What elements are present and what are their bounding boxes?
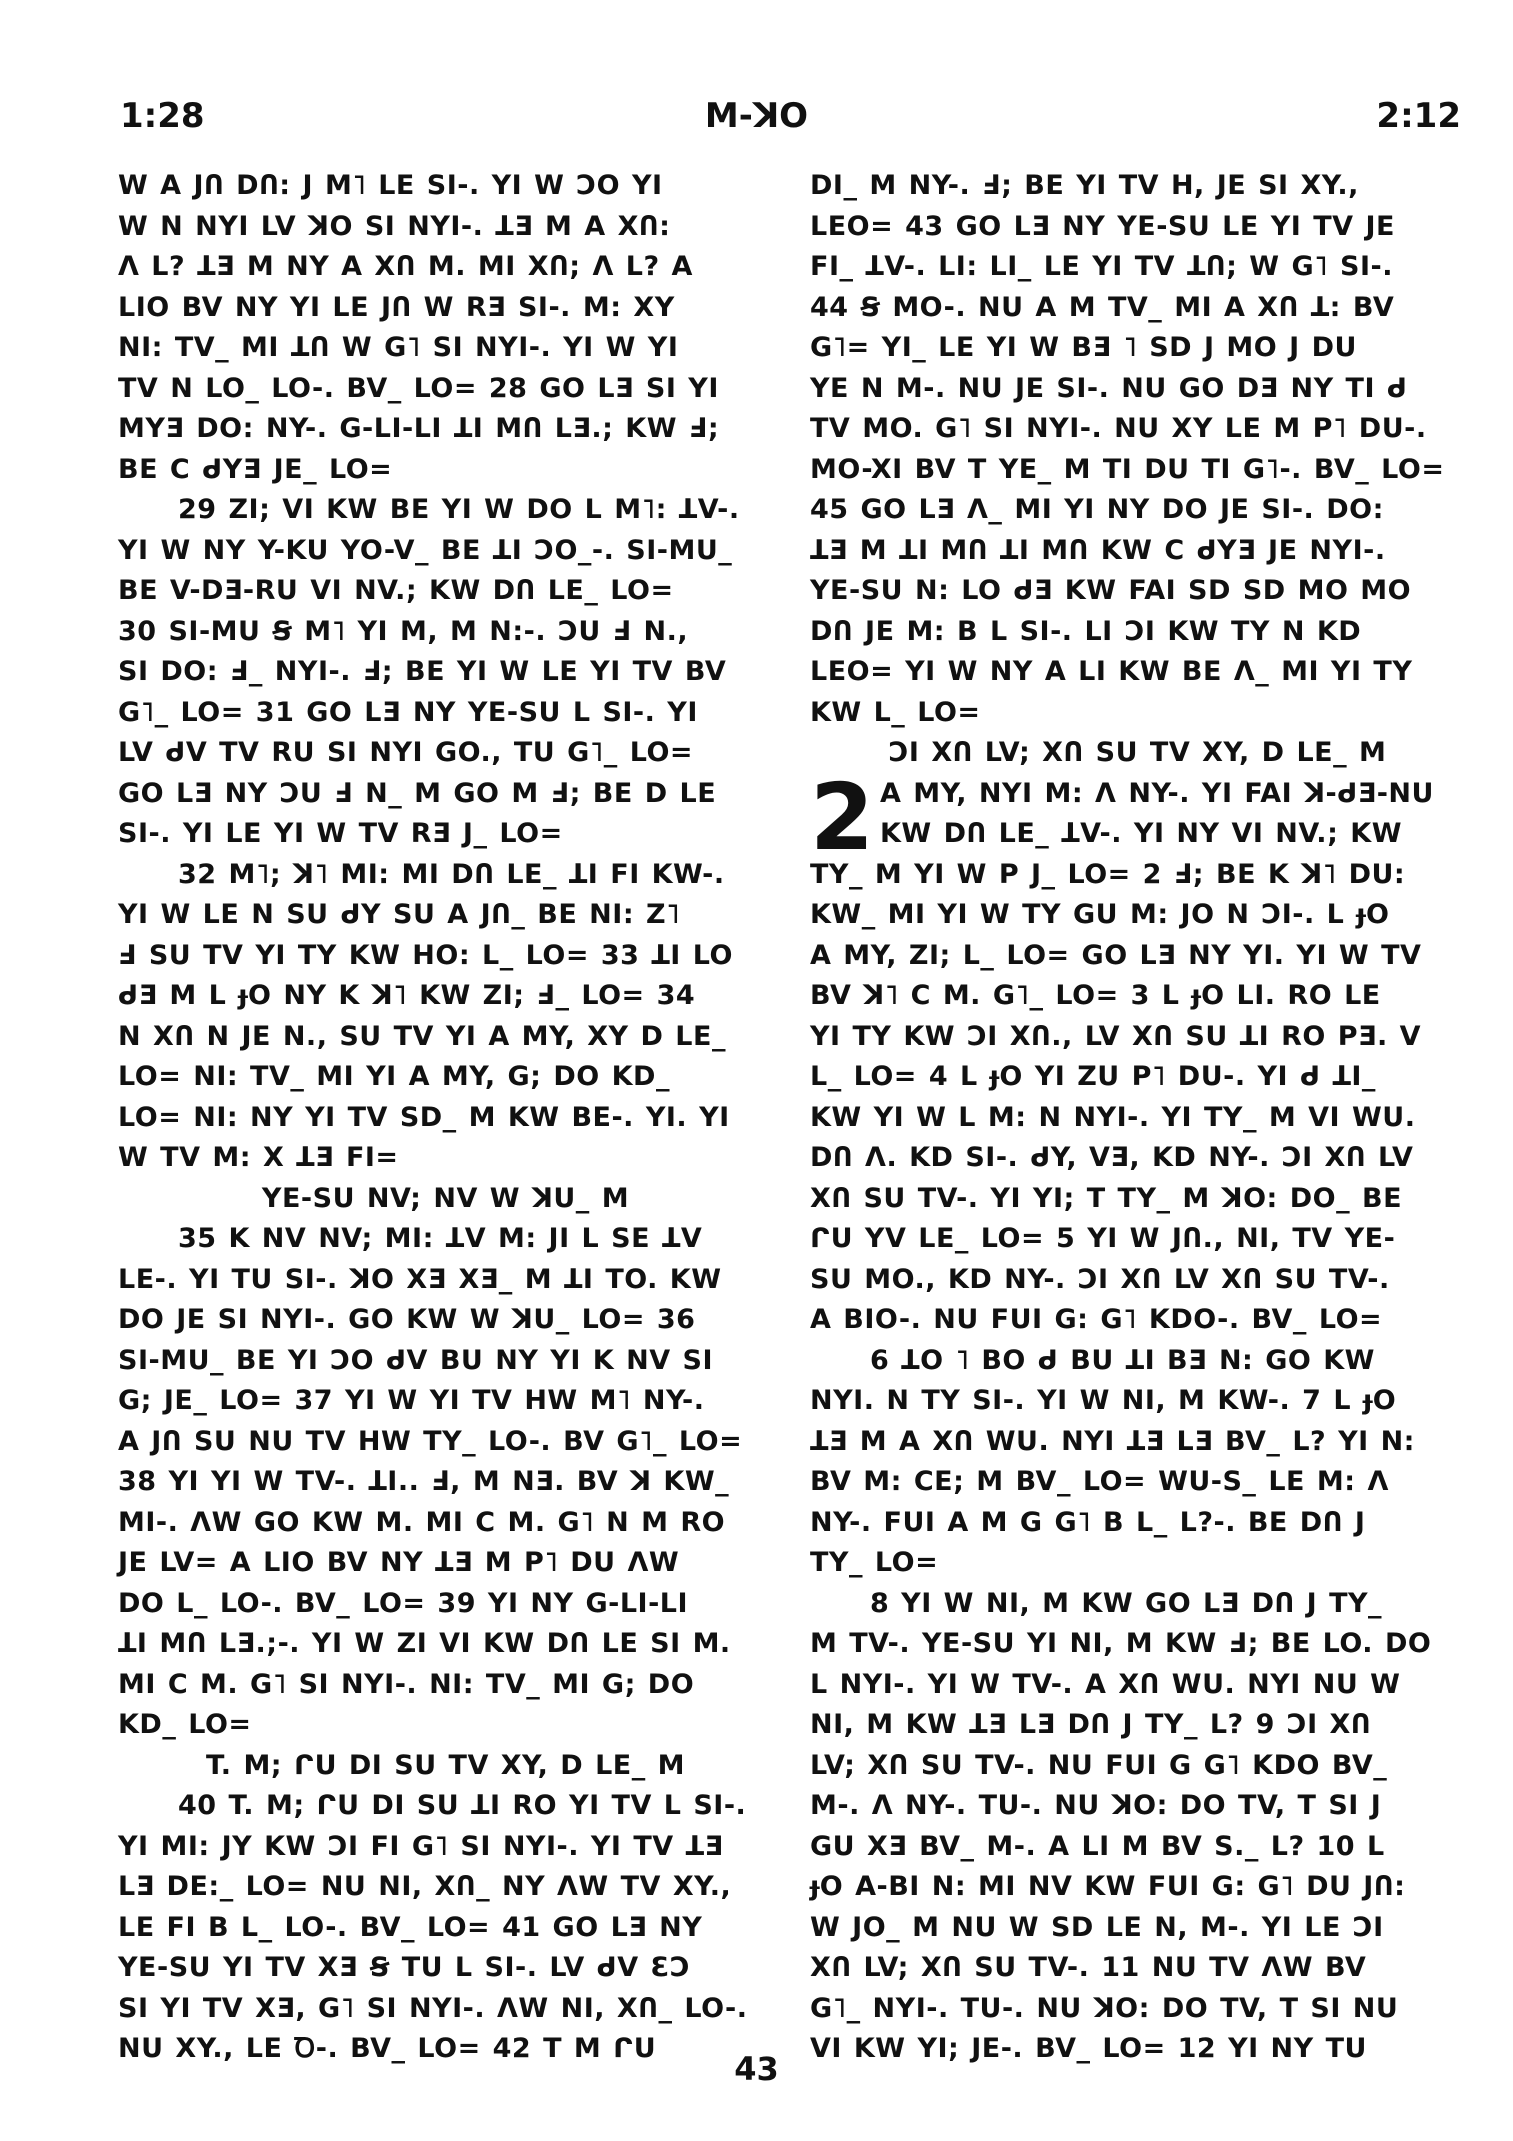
line-text: BE C ᑯYƎ JE_ LO= [118,453,393,485]
text-line [118,1341,773,1382]
line-text: G˥_ LO= 31 GO LƎ NY YE-SU L SI-. YI [118,696,698,728]
line-text: 40 T. M; ᒋU DI SU ꓕI RO YI TV L SI-. [178,1790,747,1821]
text-line [810,207,1465,248]
text-line [118,936,773,977]
text-line [118,652,773,693]
section-heading [118,1179,773,1220]
text-line [810,895,1465,936]
line-text: GU XƎ BV_ M-. A LI M BV S._ L? 10 L [810,1830,1385,1862]
line-text: TV MO. G˥ SI NYI-. NU XY LE M P˥ DU-. [810,413,1427,444]
line-text: ᒋU YV LE_ LO= 5 YI W JՈ., NI, TV YE- [810,1223,1396,1254]
line-text: LV ᑯV TV RU SI NYI GO., TU G˥_ LO= [118,737,694,768]
line-text: XՈ LV; XՈ SU TV-. 11 NU TV ΛW BV [810,1952,1367,1983]
line-text: LE-. YI TU SI-. ꓘO XƎ XƎ_ M ꓕI TO. KW [118,1263,722,1295]
line-text: 29 ZI; VI KW BE YI W DO L M˥: ꓕV-. [178,494,740,525]
text-line [810,1705,1465,1746]
text-line [810,1908,1465,1949]
line-text: SI DO: Ⅎ_ NYI-. Ⅎ; BE YI W LE YI TV BV [118,656,727,687]
text-line [810,1543,1465,1584]
text-line [118,1422,773,1463]
line-text: LEO= YI W NY A LI KW BE Λ_ MI YI TY [810,656,1413,687]
text-line [810,1867,1465,1908]
line-text: FI_ ꓕV-. LI: LI_ LE YI TV ꓕՈ; W G˥ SI-. [810,251,1394,282]
line-text: A JՈ SU NU TV HW TY_ LO-. BV G˥_ LO= [118,1425,743,1457]
text-line [810,571,1465,612]
text-line [810,1098,1465,1139]
text-line [118,247,773,288]
text-line [810,247,1465,288]
line-text: M-. Λ NY-. TU-. NU ꓘO: DO TV, T SI J [810,1790,1382,1821]
line-text: L_ LO= 4 L ɟO YI ZU P˥ DU-. YI ᑯ ꓕI_ [810,1061,1376,1092]
text-line [810,1341,1465,1382]
line-text: YE-SU NV; NV W ꓘU_ M [261,1182,630,1214]
text-line [810,1300,1465,1341]
text-line [810,1462,1465,1503]
line-text: NI: TV_ MI ꓕՈ W G˥ SI NYI-. YI W YI [118,332,679,363]
line-text: 32 M˥; ꓘ˥ MI: MI DՈ LE_ ꓕI FI KW-. [178,858,725,890]
line-text: DՈ JE M: B L SI-. LI ƆI KW TY N KD [810,615,1362,647]
text-line [810,855,1465,896]
text-line [810,814,1465,855]
text-line [810,288,1465,329]
line-text: JE LV= A LIO BV NY ꓕƎ M P˥ DU ΛW [118,1547,680,1578]
text-line [118,1057,773,1098]
line-text: LƎ DE:_ LO= NU NI, XՈ_ NY ΛW TV XY., [118,1871,732,1902]
text-line [118,612,773,653]
section-heading [810,733,1465,774]
line-text: W N NYI LV ꓘO SI NYI-. ꓕƎ M A XՈ: [118,210,671,242]
line-text: 38 YI YI W TV-. ꓕI.. Ⅎ, M NƎ. BV ꓘ KW_ [118,1466,730,1497]
line-text: M TV-. YE-SU YI NI, M KW Ⅎ; BE LO. DO [810,1628,1432,1659]
text-line [118,693,773,734]
chapter-verse-right: 2:12 [1376,96,1461,136]
line-text: A MY, ZI; L_ LO= GO LƎ NY YI. YI W TV [810,939,1422,971]
text-line [118,1219,773,1260]
text-line [810,409,1465,450]
line-text: LO= NI: TV_ MI YI A MY, G; DO KD_ [118,1061,670,1092]
line-text: KW L_ LO= [810,696,981,728]
text-line [118,207,773,248]
line-text: N XՈ N JE N., SU TV YI A MY, XY D LE_ [118,1020,726,1052]
text-line [118,1543,773,1584]
line-text: ƆI XՈ LV; XՈ SU TV XY, D LE_ M [888,737,1387,768]
text-line [810,1746,1465,1787]
text-line [118,733,773,774]
line-text: NY-. FUI A M G G˥ B L_ L?-. BE DՈ J [810,1506,1366,1538]
text-line [118,1786,773,1827]
text-line [118,1098,773,1139]
text-line [810,1260,1465,1301]
text-line [810,1179,1465,1220]
line-text: KW YI W L M: N NYI-. YI TY_ M VI WU. [810,1101,1416,1133]
text-line [810,1584,1465,1625]
text-line [810,531,1465,572]
text-line [810,936,1465,977]
line-text: LO= NI: NY YI TV SD_ M KW BE-. YI. YI [118,1101,730,1133]
line-text: NI, M KW ꓕƎ LƎ DՈ J TY_ L? 9 ƆI XՈ [810,1709,1372,1740]
line-text: MYƎ DO: NY-. G-LI-LI ꓕI MՈ LƎ.; KW Ⅎ; [118,413,720,444]
text-line [118,1300,773,1341]
line-text: SI-. YI LE YI W TV RƎ J_ LO= [118,818,563,849]
text-line [118,409,773,450]
text-line [118,531,773,572]
line-text: 44 Ꞩ MO-. NU A M TV_ MI A XՈ ꓕ: BV [810,291,1395,323]
text-line [810,1665,1465,1706]
text-line [810,328,1465,369]
text-line [118,1624,773,1665]
text-line [118,450,773,491]
line-text: ɟO A-BI N: MI NV KW FUI G: G˥ DU JՈ: [810,1871,1406,1902]
line-text: G˥_ NYI-. TU-. NU ꓘO: DO TV, T SI NU [810,1992,1399,2024]
line-text: GO LƎ NY ƆU Ⅎ N_ M GO M Ⅎ; BE D LE [118,777,717,809]
text-line [118,166,773,207]
line-text: TV N LO_ LO-. BV_ LO= 28 GO LƎ SI YI [118,372,719,404]
line-text: 8 YI W NI, M KW GO LƎ DՈ J TY_ [870,1587,1383,1619]
text-line [118,1017,773,1058]
text-line [810,1503,1465,1544]
text-line [810,976,1465,1017]
text-line [118,1948,773,1989]
line-text: VI KW YI; JE-. BV_ LO= 12 YI NY TU [810,2033,1367,2064]
text-line [810,652,1465,693]
text-line [118,814,773,855]
text-line [118,895,773,936]
text-line [810,1786,1465,1827]
line-text: W TV M: X ꓕƎ FI= [118,1142,399,1173]
text-line [118,1381,773,1422]
left-text-column [118,166,773,2070]
line-text: Ⅎ SU TV YI TY KW HO: L_ LO= 33 ꓕI LO [118,939,733,971]
line-text: YI MI: JY KW ƆI FI G˥ SI NYI-. YI TV ꓕƎ [118,1830,724,1862]
text-line [810,1989,1465,2030]
chapter-verse-left: 1:28 [120,96,205,136]
text-line [118,1584,773,1625]
text-line [118,855,773,896]
text-line [118,774,773,815]
line-text: G˥= YI_ LE YI W BƎ ˥ SD J MO J DU [810,332,1357,363]
line-text: KW DՈ LE_ ꓕV-. YI NY VI NV.; KW [880,818,1402,849]
line-text: SU MO., KD NY-. ƆI XՈ LV XՈ SU TV-. [810,1263,1390,1295]
text-line [810,450,1465,491]
section-heading [118,1746,773,1787]
text-line [118,1138,773,1179]
line-text: DՈ Λ. KD SI-. ᑯY, VƎ, KD NY-. ƆI XՈ LV [810,1142,1414,1173]
chapter-number-dropcap: 2 [810,763,875,871]
text-line [118,1503,773,1544]
text-line [810,1057,1465,1098]
line-text: ꓕI MՈ LƎ.;-. YI W ZI VI KW DՈ LE SI M. [118,1628,731,1659]
text-line [118,976,773,1017]
line-text: W A JՈ DՈ: J M˥ LE SI-. YI W ƆO YI [118,170,663,201]
line-text: YE-SU YI TV XƎ Ꞩ TU L SI-. LV ᑯV ƐƆ [118,1952,691,1983]
line-text: MI C M. G˥ SI NYI-. NI: TV_ MI G; DO [118,1668,695,1700]
line-text: YI TY KW ƆI XՈ., LV XՈ SU ꓕI RO PƎ. V [810,1020,1421,1052]
text-line [810,1381,1465,1422]
line-text: BV ꓘ˥ C M. G˥_ LO= 3 L ɟO LI. RO LE [810,980,1381,1011]
text-line [118,1908,773,1949]
line-text: BE V-DƎ-RU VI NV.; KW DՈ LE_ LO= [118,575,674,606]
text-line [810,490,1465,531]
line-text: TY_ M YI W P J_ LO= 2 Ⅎ; BE K ꓘ˥ DU: [810,858,1406,890]
text-line [810,1422,1465,1463]
line-text: KD_ LO= [118,1709,252,1740]
line-text: A BIO-. NU FUI G: G˥ KDO-. BV_ LO= [810,1304,1383,1335]
line-text: 45 GO LƎ Λ_ MI YI NY DO JE SI-. DO: [810,494,1384,525]
line-text: SI-MU_ BE YI ƆO ᑯV BU NY YI K NV SI [118,1344,713,1376]
line-text: DI_ M NY-. Ⅎ; BE YI TV H, JE SI XY., [810,170,1359,201]
text-line [118,1260,773,1301]
line-text: MI-. ΛW GO KW M. MI C M. G˥ N M RO [118,1506,726,1538]
line-text: 30 SI-MU Ꞩ M˥ YI M, M N:-. ƆU Ⅎ N., [118,615,689,647]
line-text: MO-XI BV T YE_ M TI DU TI G˥-. BV_ LO= [810,453,1445,485]
line-text: A MY, NYI M: Λ NY-. YI FAI ꓘ-ᑯƎ-NU [880,777,1434,809]
text-line [810,1948,1465,1989]
line-text: LIO BV NY YI LE JՈ W RƎ SI-. M: XY [118,291,675,323]
text-line [810,1827,1465,1868]
page-number: 43 [734,2050,779,2088]
text-line [118,1705,773,1746]
line-text: YI W NY Y-KU YO-V_ BE ꓕI ƆO_-. SI-MU_ [118,534,733,566]
line-text: ᑯƎ M L ɟO NY K ꓘ˥ KW ZI; Ⅎ_ LO= 34 [118,980,696,1011]
text-line [118,1462,773,1503]
line-text: LV; XՈ SU TV-. NU FUI G G˥ KDO BV_ [810,1749,1388,1781]
line-text: YE N M-. NU JE SI-. NU GO DƎ NY TI ᑯ [810,372,1408,404]
page-header [0,96,1513,146]
line-text: DO L_ LO-. BV_ LO= 39 YI NY G-LI-LI [118,1587,689,1619]
text-line [810,1624,1465,1665]
text-line [118,1827,773,1868]
text-line [810,166,1465,207]
text-line [810,612,1465,653]
text-line [118,1665,773,1706]
line-text: 35 K NV NV; MI: ꓕV M: JI L SE ꓕV [178,1223,703,1254]
text-line [118,1867,773,1908]
text-line [810,1017,1465,1058]
text-line [118,288,773,329]
line-text: SI YI TV XƎ, G˥ SI NYI-. ΛW NI, XՈ_ LO-. [118,1992,748,2024]
line-text: NU XY., LE Ꝺ-. BV_ LO= 42 T M ᒋU [118,2033,657,2064]
line-text: LE FI B L_ LO-. BV_ LO= 41 GO LƎ NY [118,1911,703,1943]
line-text: W JO_ M NU W SD LE N, M-. YI LE ƆI [810,1911,1384,1943]
line-text: LEO= 43 GO LƎ NY YE-SU LE YI TV JE [810,210,1395,242]
line-text: XՈ SU TV-. YI YI; T TY_ M ꓘO: DO_ BE [810,1182,1403,1214]
right-text-column [810,166,1465,2070]
line-text: 6 ꓕO ˥ BO ᑯ BU ꓕI BƎ N: GO KW [870,1344,1375,1376]
text-line [118,369,773,410]
text-line [118,571,773,612]
text-line [118,490,773,531]
line-text: KW_ MI YI W TY GU M: JO N ƆI-. L ɟO [810,899,1390,930]
line-text: YE-SU N: LO ᑯƎ KW FAI SD SD MO MO [810,575,1412,606]
line-text: ꓕƎ M ꓕI MՈ ꓕI MՈ KW C ᑯYƎ JE NYI-. [810,534,1386,566]
text-line [810,1138,1465,1179]
book-title: M-ꓘO [704,96,809,136]
line-text: NYI. N TY SI-. YI W NI, M KW-. 7 L ɟO [810,1385,1397,1416]
line-text: T. M; ᒋU DI SU TV XY, D LE_ M [205,1749,686,1781]
line-text: TY_ LO= [810,1547,939,1578]
line-text: BV M: CE; M BV_ LO= WU-S_ LE M: Λ [810,1466,1389,1497]
text-line [810,1219,1465,1260]
line-text: Λ L? ꓕƎ M NY A XՈ M. MI XՈ; Λ L? A [118,251,693,282]
line-text: L NYI-. YI W TV-. A XՈ WU. NYI NU W [810,1668,1401,1700]
line-text: G; JE_ LO= 37 YI W YI TV HW M˥ NY-. [118,1385,705,1416]
text-line [810,369,1465,410]
line-text: YI W LE N SU ᑯY SU A JՈ_ BE NI: Z˥ [118,899,681,930]
line-text: DO JE SI NYI-. GO KW W ꓘU_ LO= 36 [118,1304,696,1335]
text-line [810,693,1465,734]
text-line [118,328,773,369]
text-line [118,1989,773,2030]
line-text: ꓕƎ M A XՈ WU. NYI ꓕƎ LƎ BV_ L? YI N: [810,1425,1415,1457]
